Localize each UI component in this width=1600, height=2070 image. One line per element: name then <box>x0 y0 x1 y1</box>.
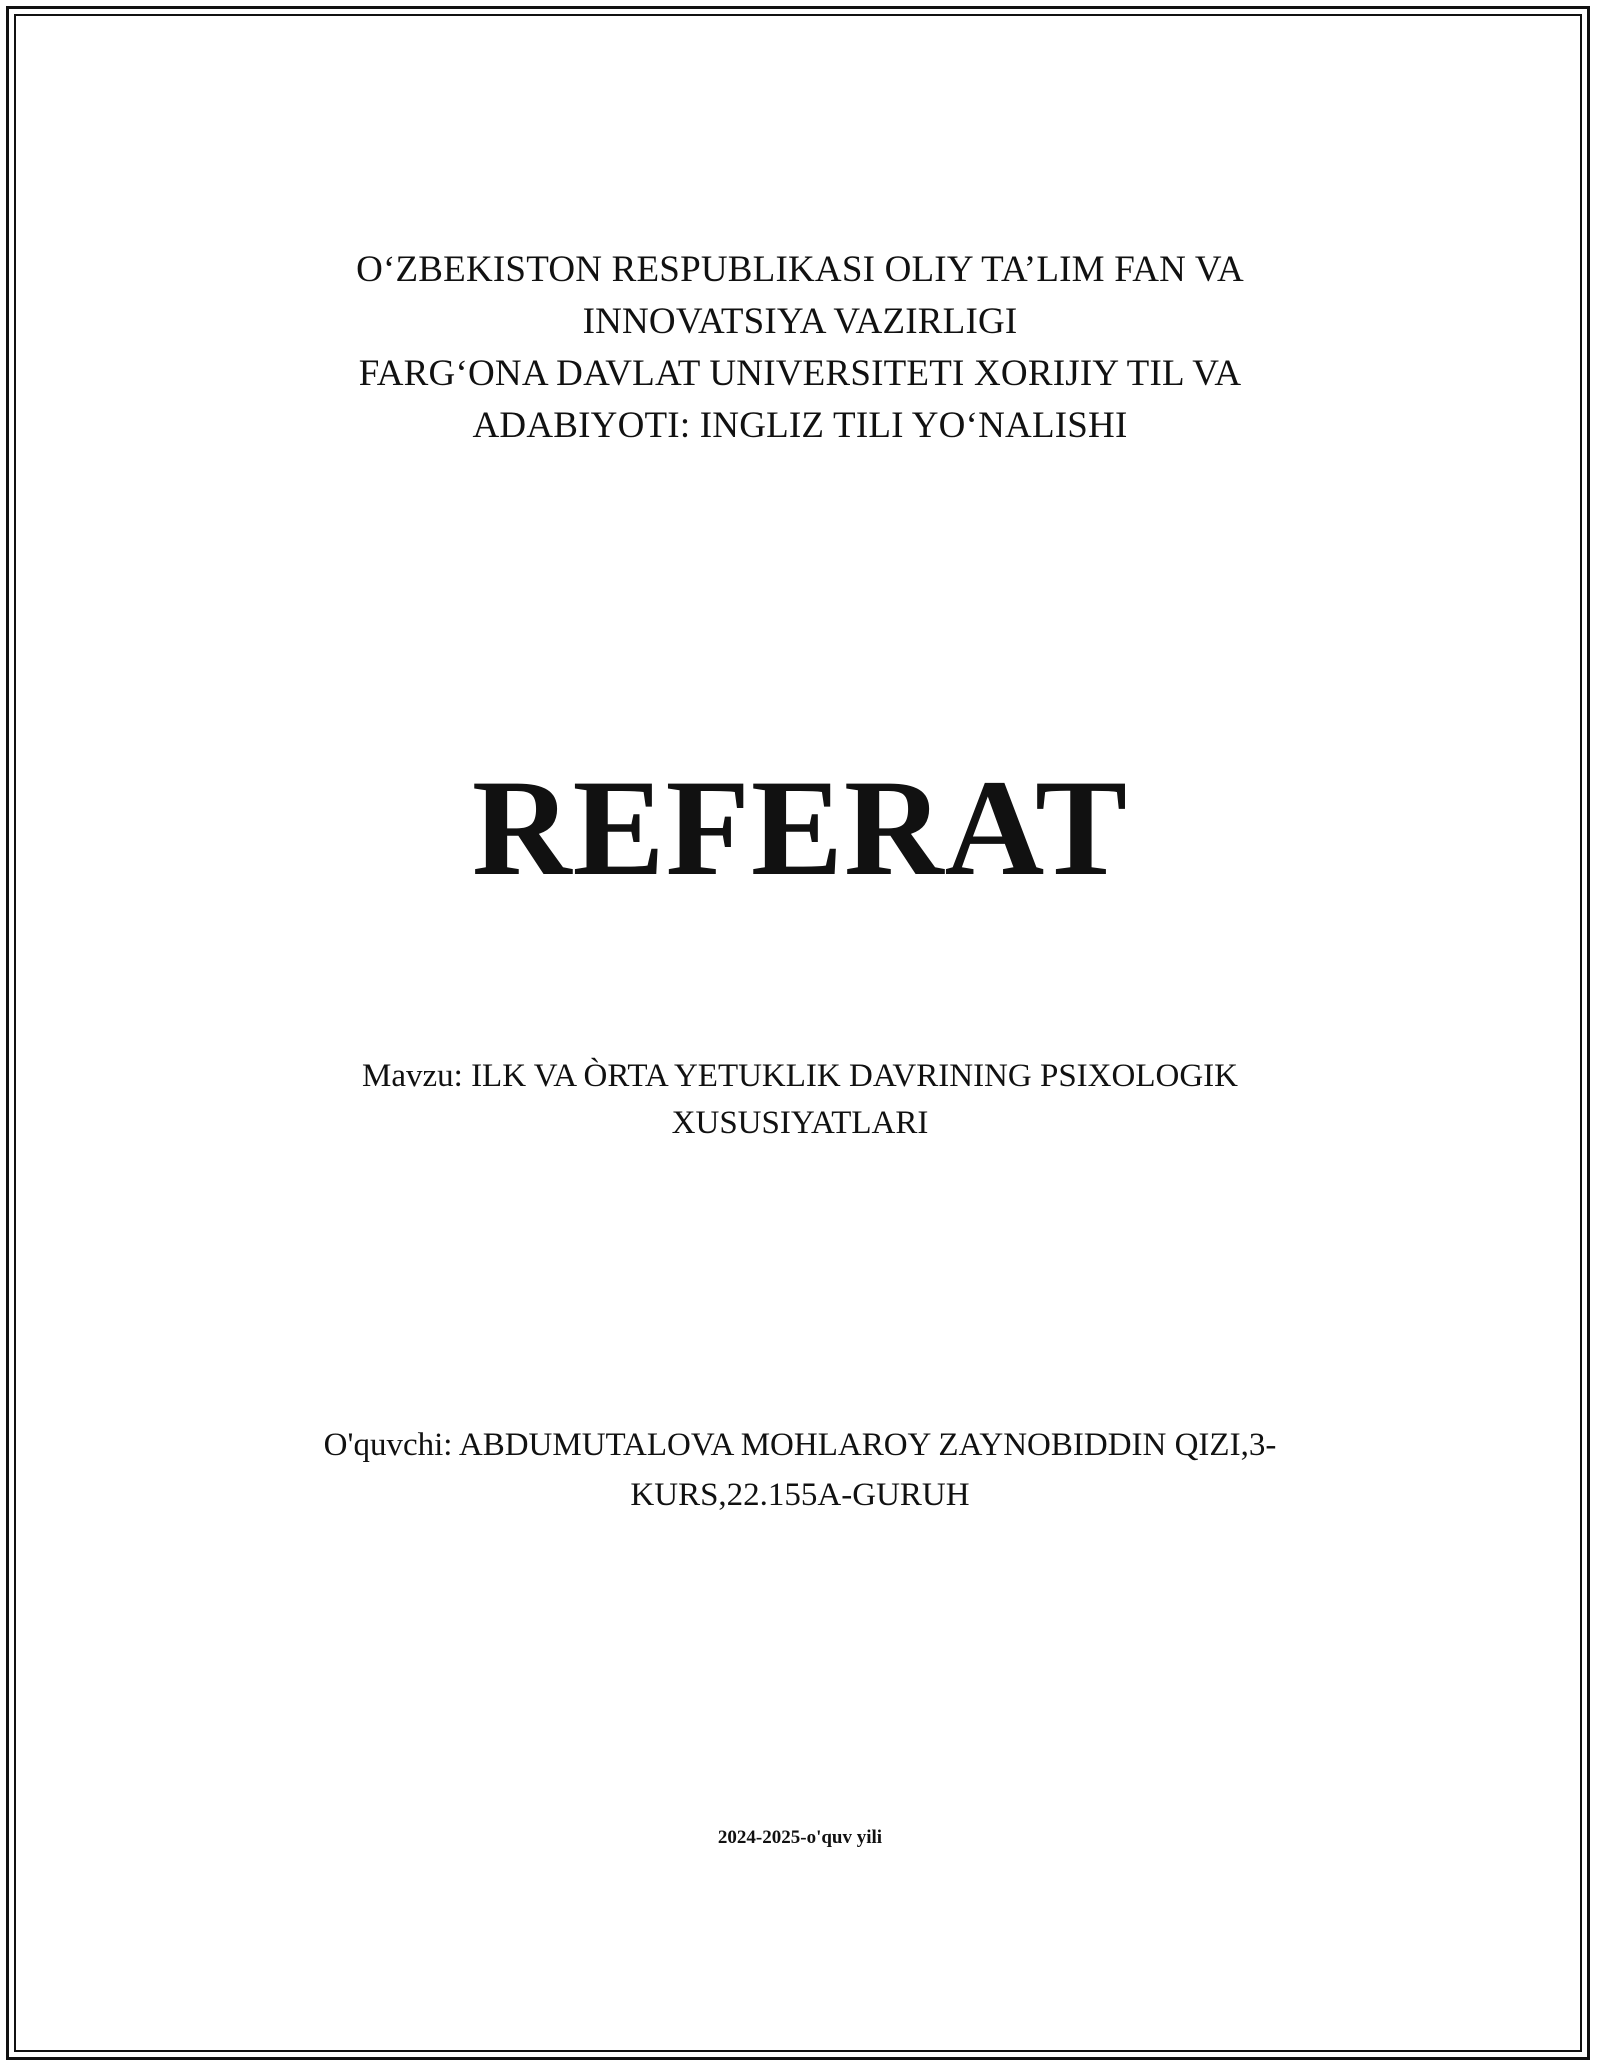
student-line: KURS,22.155A-GURUH <box>630 1477 970 1513</box>
topic-block <box>200 1053 1400 1147</box>
header-line: O‘ZBEKISTON RESPUBLIKASI OLIY TA’LIM FAN VA <box>356 249 1244 290</box>
student-line: O'quvchi: ABDUMUTALOVA MOHLAROY ZAYNOBIDDIN QIZI,3- <box>323 1427 1277 1463</box>
header-line: FARG‘ONA DAVLAT UNIVERSITETI XORIJIY TIL VA <box>358 353 1242 394</box>
document-title: REFERAT <box>471 751 1129 904</box>
student-block <box>200 1420 1400 1520</box>
topic-line: Mavzu: ILK VA ÒRTA YETUKLIK DAVRINING PSIXOLOGIK <box>362 1058 1238 1094</box>
institution-header <box>200 244 1400 452</box>
header-line: INNOVATSIYA VAZIRLIGI <box>582 301 1018 342</box>
header-line: ADABIYOTI: INGLIZ TILI YO‘NALISHI <box>472 405 1128 446</box>
topic-line: XUSUSIYATLARI <box>671 1105 929 1141</box>
academic-year: 2024-2025-o'quv yili <box>717 1827 883 1848</box>
